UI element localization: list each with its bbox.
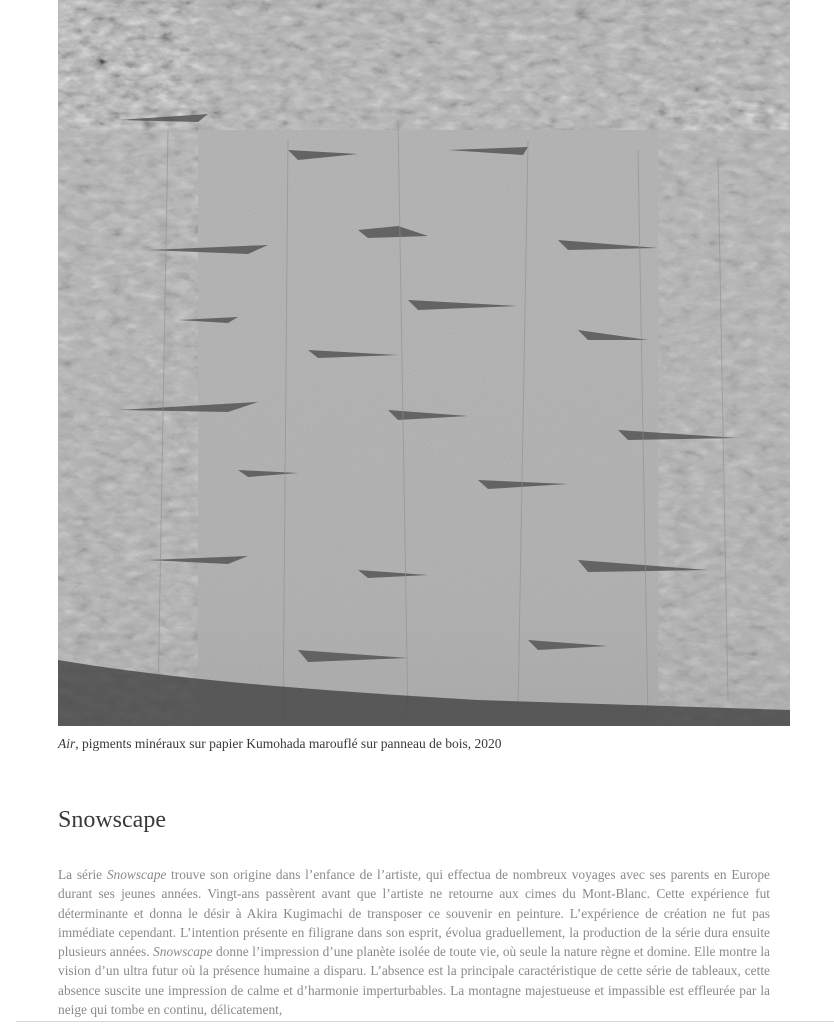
artwork-caption	[58, 736, 798, 752]
body-segment: La série	[58, 867, 107, 882]
body-segment: donne l’impression d’une planète isolée de toute vie, où seule la nature règne et domine. Elle montre la vision d’un ultra futur où la présence humaine a disparu. L’absence est la principale caractéristique de cette série de tableaux, cette absence suscite une impression de calme et d’harmonie imperturbables. La montagne majestueuse et impassible est effleurée par la neige qui tombe en continu, délicatement,	[58, 944, 771, 1018]
artwork-details: , pigments minéraux sur papier Kumohada marouflé sur panneau de bois, 2020	[75, 736, 502, 751]
rock-cliff-painting-icon	[58, 0, 790, 726]
body-segment: trouve son origine dans l’enfance de l’artiste, qui effectua de nombreux voyages avec ses parents en Europe durant ses jeunes années. Vingt-ans passèrent avant que l’artiste ne retourne aux cimes du Mont-Blanc. Cette expérience fut déterminante et donna le désir à Akira Kugimachi de transposer ce souvenir en peinture. L’expérience de création ne fut pas immédiate cependant. L’intention présente en filigrane dans son esprit, évolua graduellement, la production de la série dura ensuite plusieurs années.	[58, 867, 770, 960]
body-segment-emphasis: Snowscape	[153, 944, 213, 960]
bottom-divider	[16, 1021, 834, 1022]
artwork-image	[58, 0, 790, 726]
body-segment-emphasis: Snowscape	[106, 867, 167, 882]
artwork-title: Air	[58, 736, 76, 751]
section-title: Snowscape	[58, 807, 166, 833]
section-body	[58, 865, 770, 1019]
